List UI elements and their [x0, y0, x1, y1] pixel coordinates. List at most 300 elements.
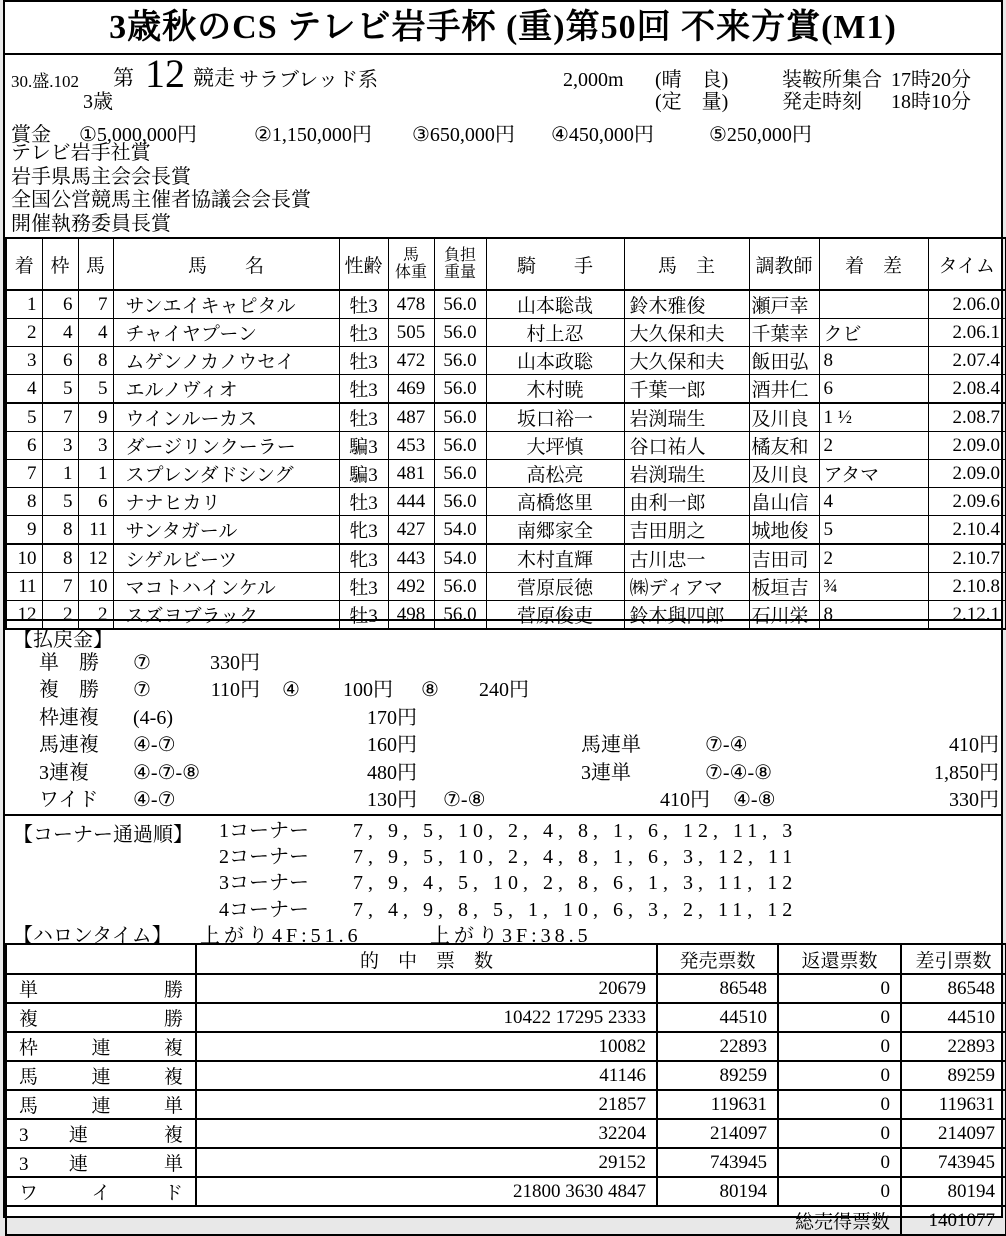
trainer-name: 板垣吉 [749, 573, 819, 601]
corner-order: 7, 9, 4, 5, 10, 2, 8, 6, 1, 3, 11, 12 [353, 872, 798, 895]
net-votes: 22893 [901, 1032, 1006, 1061]
load-weight: 56.0 [434, 290, 486, 319]
weather-going: (晴 良) [655, 69, 729, 91]
bet-type-label: 3 連 単 [6, 1148, 196, 1177]
horse-number: 10 [78, 573, 113, 601]
margin: 2 [819, 432, 928, 460]
horse-name: スプレンダドシング [113, 460, 339, 488]
payout-trifecta-amount: 1,850円 [934, 762, 999, 784]
margin: 5 [819, 516, 928, 545]
load-weight: 54.0 [434, 516, 486, 545]
horse-number: 9 [78, 403, 113, 432]
returned-votes: 0 [778, 1061, 901, 1090]
frame-number: 7 [42, 403, 78, 432]
owner-name: ㈱ディアマ [624, 573, 749, 601]
finish-time: 2.06.0 [928, 290, 1006, 319]
owner-name: 古川忠一 [624, 544, 749, 573]
payout-win-amount: 330円 [210, 652, 260, 674]
result-row [6, 544, 1006, 573]
winning-votes: 32204 [196, 1119, 657, 1148]
load-weight: 56.0 [434, 403, 486, 432]
corner-section-title: 【コーナー通過順】 [13, 824, 193, 846]
col-horse-weight: 馬 体重 [388, 238, 434, 290]
horse-name: スズヨブラック [113, 601, 339, 630]
winning-votes: 10082 [196, 1032, 657, 1061]
owner-name: 岩渕瑞生 [624, 403, 749, 432]
finish-time: 2.08.4 [928, 375, 1006, 404]
corner-line [5, 818, 1001, 844]
frame-number: 2 [42, 601, 78, 630]
corner-label: 2コーナー [219, 846, 309, 869]
finish-position: 2 [6, 319, 42, 347]
bonus-prize-line: 岩手県馬主会会長賞 [11, 165, 191, 188]
frame-number: 5 [42, 488, 78, 516]
horse-name: ダージリンクーラー [113, 432, 339, 460]
payout-bracket-label: 枠連複 [39, 707, 99, 729]
sex-age: 牡3 [339, 375, 388, 404]
payout-bracket-sel: (4-6) [133, 707, 173, 729]
payout-place-sel3: ⑧ [421, 679, 439, 701]
bonus-prize-line: テレビ岩手社賞 [11, 142, 151, 164]
margin: クビ [819, 319, 928, 347]
bet-type-label: 馬 連 複 [6, 1061, 196, 1090]
load-weight: 56.0 [434, 319, 486, 347]
sold-votes: 214097 [657, 1119, 778, 1148]
finish-position: 7 [6, 460, 42, 488]
returned-votes: 0 [778, 1090, 901, 1119]
jockey-name: 坂口裕一 [486, 403, 624, 432]
payout-win-row [5, 650, 1001, 676]
prize-5th: ⑤250,000円 [709, 124, 812, 146]
sold-votes: 89259 [657, 1061, 778, 1090]
payout-trio-trifecta-row [5, 760, 1001, 786]
trainer-name: 及川良 [749, 403, 819, 432]
corner-order: 7, 9, 5, 10, 2, 4, 8, 1, 6, 3, 12, 11 [353, 846, 798, 869]
finish-time: 2.10.8 [928, 573, 1006, 601]
votes-col-sold: 発売票数 [657, 944, 778, 974]
sex-age: 牡3 [339, 573, 388, 601]
trainer-name: 橘友和 [749, 432, 819, 460]
corner-label: 3コーナー [219, 872, 309, 895]
owner-name: 鈴木雅俊 [624, 290, 749, 319]
horse-name: ムゲンノカノウセイ [113, 347, 339, 375]
race-info-line2 [5, 92, 1001, 116]
payout-trio-label: 3連複 [39, 762, 89, 784]
margin: 6 [819, 375, 928, 404]
load-weight: 54.0 [434, 544, 486, 573]
load-weight: 56.0 [434, 601, 486, 630]
horse-number: 1 [78, 460, 113, 488]
votes-row [6, 1032, 1006, 1061]
corner-line [5, 844, 1001, 870]
frame-number: 1 [42, 460, 78, 488]
race-number: 12 [145, 51, 185, 96]
result-row [6, 347, 1006, 375]
payout-quinella-exacta-row [5, 732, 1001, 758]
jockey-name: 高松亮 [486, 460, 624, 488]
net-votes: 80194 [901, 1177, 1006, 1206]
winning-votes: 29152 [196, 1148, 657, 1177]
horse-weight: 481 [388, 460, 434, 488]
sex-age: 牡3 [339, 290, 388, 319]
margin: ¾ [819, 573, 928, 601]
payout-trio-sel: ④-⑦-⑧ [133, 762, 201, 784]
saddling-label: 装鞍所集合 [782, 69, 882, 91]
bonus-prizes [11, 142, 1001, 236]
horse-name: ナナヒカリ [113, 488, 339, 516]
sold-votes: 743945 [657, 1148, 778, 1177]
trainer-name: 畠山信 [749, 488, 819, 516]
jockey-name: 菅原辰徳 [486, 573, 624, 601]
age-class: 3歳 [83, 91, 113, 113]
sex-age: 牡3 [339, 601, 388, 630]
corner-label: 4コーナー [219, 898, 309, 921]
race-code: 30.盛.102 [11, 72, 79, 91]
load-weight: 56.0 [434, 488, 486, 516]
sex-age: 騙3 [339, 460, 388, 488]
load-weight: 56.0 [434, 432, 486, 460]
horse-number: 8 [78, 347, 113, 375]
payout-section [5, 619, 1001, 814]
winning-votes: 10422 17295 2333 [196, 1003, 657, 1032]
race-distance: 2,000m [563, 69, 624, 91]
last-3f-time: 上がり3F:38.5 [430, 925, 592, 947]
bonus-prize-line: 全国公営競馬主催者協議会会長賞 [11, 189, 311, 211]
trainer-name: 千葉幸 [749, 319, 819, 347]
sold-votes: 44510 [657, 1003, 778, 1032]
payout-quinella-amount: 160円 [367, 734, 417, 756]
jockey-name: 大坪慎 [486, 432, 624, 460]
race-result-sheet [3, 0, 1003, 1233]
payout-place-label: 複 勝 [39, 679, 99, 701]
furlong-section-title: 【ハロンタイム】 [13, 925, 172, 947]
result-row [6, 403, 1006, 432]
weight-rule: (定 量) [655, 91, 729, 113]
load-weight: 56.0 [434, 573, 486, 601]
horse-name: チャイヤプーン [113, 319, 339, 347]
payout-win-label: 単 勝 [39, 652, 99, 674]
jockey-name: 木村暁 [486, 375, 624, 404]
results-header-row [6, 238, 1006, 290]
result-row [6, 573, 1006, 601]
margin: 2 [819, 544, 928, 573]
col-horse-number: 馬 [78, 238, 113, 290]
finish-position: 5 [6, 403, 42, 432]
returned-votes: 0 [778, 1148, 901, 1177]
votes-col-net: 差引票数 [901, 944, 1006, 974]
horse-number: 12 [78, 544, 113, 573]
payout-quinella-sel: ④-⑦ [133, 734, 176, 756]
sex-age: 牡3 [339, 403, 388, 432]
margin: 4 [819, 488, 928, 516]
finish-time: 2.06.1 [928, 319, 1006, 347]
owner-name: 大久保和夫 [624, 319, 749, 347]
jockey-name: 高橋悠里 [486, 488, 624, 516]
payout-wide-sel2: ⑦-⑧ [443, 789, 486, 811]
payout-place-sel1: ⑦ [133, 679, 151, 701]
finish-position: 6 [6, 432, 42, 460]
saddling-time: 17時20分 [891, 69, 971, 91]
frame-number: 5 [42, 375, 78, 404]
votes-col-hits: 的 中 票 数 [196, 944, 657, 974]
result-row [6, 488, 1006, 516]
horse-weight: 472 [388, 347, 434, 375]
horse-number: 3 [78, 432, 113, 460]
winning-votes: 20679 [196, 974, 657, 1003]
corner-order-section [5, 814, 1001, 919]
load-weight: 56.0 [434, 347, 486, 375]
owner-name: 吉田朋之 [624, 516, 749, 545]
horse-name: エルノヴィオ [113, 375, 339, 404]
trainer-name: 飯田弘 [749, 347, 819, 375]
result-row [6, 432, 1006, 460]
sold-votes: 22893 [657, 1032, 778, 1061]
corner-label: 1コーナー [219, 820, 309, 842]
votes-header-row [6, 944, 1006, 974]
horse-weight: 487 [388, 403, 434, 432]
col-owner: 馬 主 [624, 238, 749, 290]
jockey-name: 南郷家全 [486, 516, 624, 545]
returned-votes: 0 [778, 974, 901, 1003]
sex-age: 牝3 [339, 516, 388, 545]
votes-total-row [6, 1206, 1006, 1235]
bonus-prize-line: 開催執務委員長賞 [11, 212, 171, 235]
votes-row [6, 1119, 1006, 1148]
payout-quinella-label: 馬連複 [39, 734, 99, 756]
col-finish-position: 着 [6, 238, 42, 290]
horse-name: マコトハインケル [113, 573, 339, 601]
furlong-row [5, 919, 1001, 947]
col-sex-age: 性齢 [339, 238, 388, 290]
votes-row [6, 1003, 1006, 1032]
frame-number: 6 [42, 347, 78, 375]
owner-name: 鈴木與四郎 [624, 601, 749, 630]
col-time: タイム [928, 238, 1006, 290]
winning-votes: 21857 [196, 1090, 657, 1119]
prize-row [5, 118, 1001, 146]
page-title: 3歳秋のCS テレビ岩手杯 (重)第50回 不来方賞(M1) [5, 2, 1001, 55]
horse-name: サンエイキャピタル [113, 290, 339, 319]
horse-weight: 443 [388, 544, 434, 573]
returned-votes: 0 [778, 1119, 901, 1148]
jockey-name: 菅原俊吏 [486, 601, 624, 630]
margin: 8 [819, 601, 928, 630]
bet-type-label: 3 連 複 [6, 1119, 196, 1148]
col-frame: 枠 [42, 238, 78, 290]
owner-name: 千葉一郎 [624, 375, 749, 404]
payout-trifecta-sel: ⑦-④-⑧ [705, 762, 773, 784]
finish-position: 11 [6, 573, 42, 601]
frame-number: 8 [42, 516, 78, 545]
col-horse-name: 馬 名 [113, 238, 339, 290]
payout-wide-sel1: ④-⑦ [133, 789, 176, 811]
margin [819, 290, 928, 319]
horse-weight: 427 [388, 516, 434, 545]
trainer-name: 吉田司 [749, 544, 819, 573]
owner-name: 岩渕瑞生 [624, 460, 749, 488]
sold-votes: 80194 [657, 1177, 778, 1206]
trainer-name: 瀬戸幸 [749, 290, 819, 319]
start-label: 発走時刻 [782, 91, 862, 113]
prize-4th: ④450,000円 [551, 124, 654, 146]
horse-name: ウインルーカス [113, 403, 339, 432]
votes-row [6, 1090, 1006, 1119]
finish-time: 2.12.1 [928, 601, 1006, 630]
payout-wide-amount3: 330円 [949, 789, 999, 811]
returned-votes: 0 [778, 1177, 901, 1206]
last-4f-time: 上がり4F:51.6 [200, 925, 362, 947]
load-weight: 56.0 [434, 375, 486, 404]
returned-votes: 0 [778, 1003, 901, 1032]
trainer-name: 酒井仁 [749, 375, 819, 404]
bet-type-label: 複 勝 [6, 1003, 196, 1032]
finish-time: 2.09.0 [928, 460, 1006, 488]
bet-type-label: ワ イ ド [6, 1177, 196, 1206]
horse-name: サンタガール [113, 516, 339, 545]
horse-number: 7 [78, 290, 113, 319]
payout-bracket-row [5, 705, 1001, 731]
votes-row [6, 1177, 1006, 1206]
finish-time: 2.07.4 [928, 347, 1006, 375]
sold-votes: 119631 [657, 1090, 778, 1119]
result-row [6, 516, 1006, 545]
race-no-suffix: 競走 [193, 66, 235, 90]
result-row [6, 319, 1006, 347]
frame-number: 6 [42, 290, 78, 319]
horse-weight: 492 [388, 573, 434, 601]
payout-place-sel2: ④ [282, 679, 300, 701]
jockey-name: 村上忍 [486, 319, 624, 347]
finish-position: 8 [6, 488, 42, 516]
corner-order: 7, 9, 5, 10, 2, 4, 8, 1, 6, 12, 11, 3 [353, 820, 798, 842]
margin: アタマ [819, 460, 928, 488]
horse-number: 6 [78, 488, 113, 516]
payout-wide-label: ワイド [39, 789, 99, 811]
corner-lines [5, 818, 1001, 923]
frame-number: 4 [42, 319, 78, 347]
finish-position: 1 [6, 290, 42, 319]
frame-number: 3 [42, 432, 78, 460]
payout-wide-amount2: 410円 [660, 789, 710, 811]
margin: 1 ½ [819, 403, 928, 432]
total-votes-label: 総売得票数 [6, 1206, 901, 1235]
owner-name: 谷口祐人 [624, 432, 749, 460]
finish-time: 2.10.7 [928, 544, 1006, 573]
horse-number: 2 [78, 601, 113, 630]
winning-votes: 41146 [196, 1061, 657, 1090]
payout-trifecta-label: 3連単 [581, 762, 631, 784]
payout-place-amount2: 100円 [343, 679, 393, 701]
horse-weight: 498 [388, 601, 434, 630]
payout-trio-amount: 480円 [367, 762, 417, 784]
col-jockey: 騎 手 [486, 238, 624, 290]
jockey-name: 木村直輝 [486, 544, 624, 573]
votes-row [6, 1061, 1006, 1090]
returned-votes: 0 [778, 1032, 901, 1061]
payout-wide-sel3: ④-⑧ [733, 789, 776, 811]
finish-time: 2.09.0 [928, 432, 1006, 460]
prize-1st: ①5,000,000円 [79, 124, 197, 146]
payout-place-amount1: 110円 [210, 679, 260, 701]
frame-number: 8 [42, 544, 78, 573]
trainer-name: 石川栄 [749, 601, 819, 630]
sex-age: 牡3 [339, 319, 388, 347]
winning-votes: 21800 3630 4847 [196, 1177, 657, 1206]
owner-name: 大久保和夫 [624, 347, 749, 375]
sex-age: 牝3 [339, 544, 388, 573]
horse-weight: 505 [388, 319, 434, 347]
result-row [6, 460, 1006, 488]
col-trainer: 調教師 [749, 238, 819, 290]
corner-line [5, 870, 1001, 896]
sex-age: 牡3 [339, 488, 388, 516]
horse-number: 11 [78, 516, 113, 545]
finish-position: 10 [6, 544, 42, 573]
payout-exacta-sel: ⑦-④ [705, 734, 748, 756]
net-votes: 86548 [901, 974, 1006, 1003]
sold-votes: 86548 [657, 974, 778, 1003]
horse-weight: 469 [388, 375, 434, 404]
bet-type-label: 枠 連 複 [6, 1032, 196, 1061]
prize-3rd: ③650,000円 [412, 124, 515, 146]
horse-weight: 478 [388, 290, 434, 319]
votes-col-bettype [6, 944, 196, 974]
finish-time: 2.08.7 [928, 403, 1006, 432]
total-votes-value: 1401077 [901, 1206, 1006, 1235]
prize-label: 賞金 [11, 124, 51, 146]
payout-wide-amount1: 130円 [367, 789, 417, 811]
finish-position: 9 [6, 516, 42, 545]
result-row [6, 290, 1006, 319]
votes-row [6, 1148, 1006, 1177]
payout-exacta-label: 馬連単 [581, 734, 641, 756]
bet-type-label: 馬 連 単 [6, 1090, 196, 1119]
votes-col-returned: 返還票数 [778, 944, 901, 974]
payout-bracket-amount: 170円 [367, 707, 417, 729]
results-table [5, 237, 1006, 630]
horse-number: 4 [78, 319, 113, 347]
payout-wide-row [5, 787, 1001, 813]
net-votes: 89259 [901, 1061, 1006, 1090]
finish-position: 12 [6, 601, 42, 630]
payout-win-sel: ⑦ [133, 652, 151, 674]
finish-position: 4 [6, 375, 42, 404]
sex-age: 牡3 [339, 347, 388, 375]
col-load-weight: 負担 重量 [434, 238, 486, 290]
net-votes: 119631 [901, 1090, 1006, 1119]
horse-weight: 453 [388, 432, 434, 460]
payout-place-amount3: 240円 [479, 679, 529, 701]
net-votes: 743945 [901, 1148, 1006, 1177]
payout-place-row [5, 677, 1001, 703]
result-row [6, 375, 1006, 404]
trainer-name: 城地俊 [749, 516, 819, 545]
sex-age: 騙3 [339, 432, 388, 460]
trainer-name: 及川良 [749, 460, 819, 488]
corner-order: 7, 4, 9, 8, 5, 1, 10, 6, 3, 2, 11, 12 [353, 898, 798, 921]
jockey-name: 山本聡哉 [486, 290, 624, 319]
payout-section-title: 【払戻金】 [13, 629, 113, 651]
frame-number: 7 [42, 573, 78, 601]
jockey-name: 山本政聡 [486, 347, 624, 375]
net-votes: 44510 [901, 1003, 1006, 1032]
race-no-prefix: 第 [113, 66, 134, 90]
horse-name: シゲルビーツ [113, 544, 339, 573]
margin: 8 [819, 347, 928, 375]
finish-position: 3 [6, 347, 42, 375]
finish-time: 2.09.6 [928, 488, 1006, 516]
start-time: 18時10分 [891, 91, 971, 113]
